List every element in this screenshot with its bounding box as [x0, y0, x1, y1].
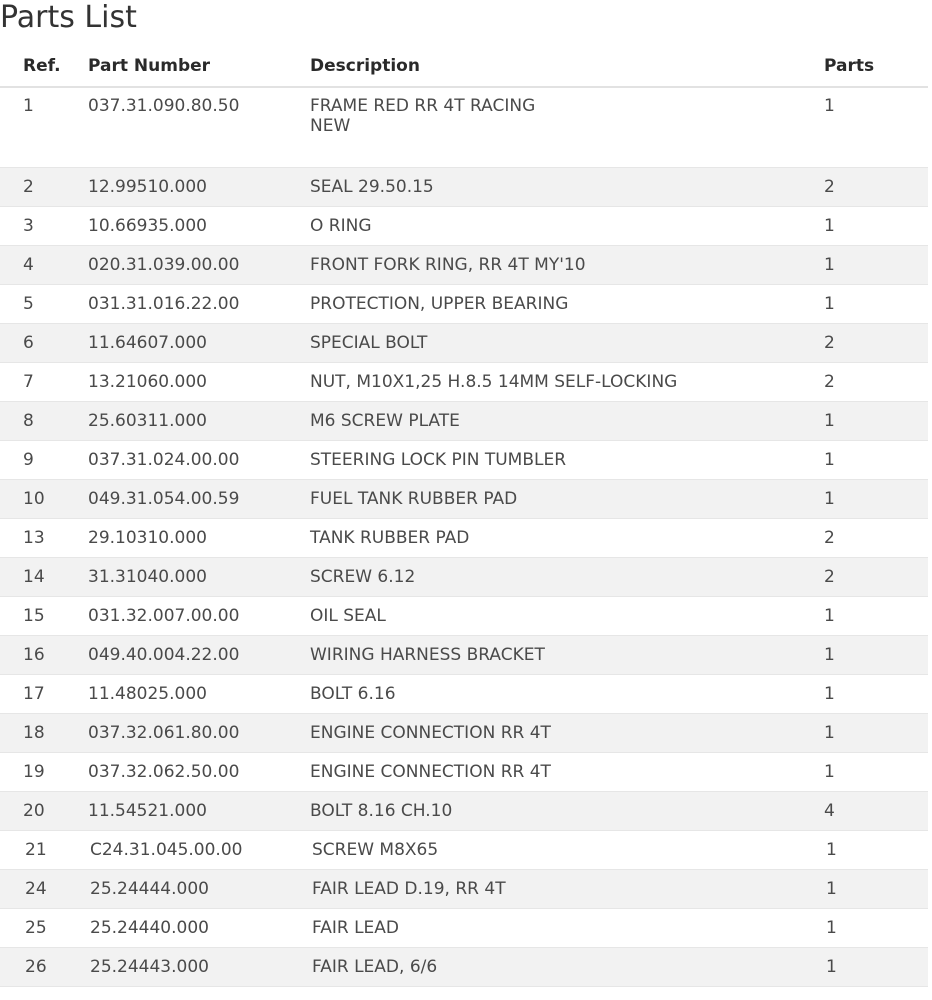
cell-parts: 1: [824, 245, 928, 284]
cell-parts: 4: [824, 791, 928, 830]
cell-description: OIL SEAL: [310, 596, 824, 635]
cell-description: FAIR LEAD, 6/6: [310, 947, 824, 986]
table-row[interactable]: [0, 440, 928, 479]
table-row[interactable]: [0, 206, 928, 245]
parts-table: [0, 46, 928, 987]
cell-part-number: 037.31.090.80.50: [88, 87, 310, 167]
cell-parts: 1: [824, 596, 928, 635]
cell-part-number: 11.54521.000: [88, 791, 310, 830]
cell-description: FAIR LEAD: [310, 908, 824, 947]
table-row[interactable]: [0, 479, 928, 518]
table-row[interactable]: [0, 830, 928, 869]
cell-part-number: 12.99510.000: [88, 167, 310, 206]
cell-ref: 21: [0, 830, 88, 869]
cell-ref: 18: [0, 713, 88, 752]
cell-ref: 6: [0, 323, 88, 362]
cell-ref: 3: [0, 206, 88, 245]
cell-ref: 15: [0, 596, 88, 635]
cell-ref: 8: [0, 401, 88, 440]
column-header-ref: Ref.: [0, 46, 88, 87]
cell-parts: 1: [824, 206, 928, 245]
table-row[interactable]: [0, 596, 928, 635]
cell-description: BOLT 8.16 CH.10: [310, 791, 824, 830]
cell-parts: 1: [824, 869, 928, 908]
cell-ref: 2: [0, 167, 88, 206]
cell-description-line1: FRAME RED RR 4T RACING: [310, 96, 536, 116]
table-row[interactable]: [0, 947, 928, 986]
cell-description: STEERING LOCK PIN TUMBLER: [310, 440, 824, 479]
cell-part-number: 11.64607.000: [88, 323, 310, 362]
page-title: Parts List: [0, 0, 137, 35]
cell-part-number: 031.32.007.00.00: [88, 596, 310, 635]
cell-description: ENGINE CONNECTION RR 4T: [310, 713, 824, 752]
table-row[interactable]: [0, 908, 928, 947]
cell-part-number: 25.24443.000: [88, 947, 310, 986]
table-row[interactable]: [0, 401, 928, 440]
header-row: [0, 46, 928, 87]
cell-description: SEAL 29.50.15: [310, 167, 824, 206]
cell-parts: 1: [824, 479, 928, 518]
parts-table-header: [0, 46, 928, 87]
cell-description: M6 SCREW PLATE: [310, 401, 824, 440]
cell-description: [310, 87, 824, 167]
cell-parts: 1: [824, 830, 928, 869]
cell-description: O RING: [310, 206, 824, 245]
cell-parts: 2: [824, 518, 928, 557]
cell-part-number: 037.32.062.50.00: [88, 752, 310, 791]
cell-parts: 1: [824, 87, 928, 167]
cell-parts: 1: [824, 713, 928, 752]
cell-description: ENGINE CONNECTION RR 4T: [310, 752, 824, 791]
cell-ref: 19: [0, 752, 88, 791]
cell-part-number: 13.21060.000: [88, 362, 310, 401]
cell-part-number: 10.66935.000: [88, 206, 310, 245]
cell-part-number: C24.31.045.00.00: [88, 830, 310, 869]
table-row[interactable]: [0, 518, 928, 557]
cell-parts: 1: [824, 947, 928, 986]
cell-part-number: 25.24440.000: [88, 908, 310, 947]
cell-description: WIRING HARNESS BRACKET: [310, 635, 824, 674]
cell-parts: 1: [824, 908, 928, 947]
cell-description: FAIR LEAD D.19, RR 4T: [310, 869, 824, 908]
table-row[interactable]: [0, 869, 928, 908]
cell-part-number: 020.31.039.00.00: [88, 245, 310, 284]
cell-ref: 9: [0, 440, 88, 479]
cell-description: PROTECTION, UPPER BEARING: [310, 284, 824, 323]
table-row[interactable]: [0, 791, 928, 830]
cell-ref: 16: [0, 635, 88, 674]
cell-description-line2: NEW: [310, 116, 351, 136]
cell-part-number: 031.31.016.22.00: [88, 284, 310, 323]
cell-description: SPECIAL BOLT: [310, 323, 824, 362]
column-header-part-number: Part Number: [88, 46, 310, 87]
table-row[interactable]: [0, 167, 928, 206]
cell-ref: 17: [0, 674, 88, 713]
cell-parts: 1: [824, 635, 928, 674]
column-header-parts: Parts: [824, 46, 928, 87]
cell-description: SCREW M8X65: [310, 830, 824, 869]
cell-description: FUEL TANK RUBBER PAD: [310, 479, 824, 518]
cell-part-number: 049.40.004.22.00: [88, 635, 310, 674]
parts-table-body: [0, 87, 928, 986]
cell-ref: 26: [0, 947, 88, 986]
cell-parts: 1: [824, 401, 928, 440]
cell-part-number: 037.32.061.80.00: [88, 713, 310, 752]
cell-parts: 1: [824, 440, 928, 479]
cell-part-number: 25.60311.000: [88, 401, 310, 440]
cell-ref: 1: [0, 87, 88, 167]
table-row[interactable]: [0, 713, 928, 752]
table-row[interactable]: [0, 362, 928, 401]
table-row[interactable]: [0, 674, 928, 713]
cell-part-number: 29.10310.000: [88, 518, 310, 557]
cell-parts: 2: [824, 167, 928, 206]
cell-parts: 2: [824, 323, 928, 362]
cell-ref: 20: [0, 791, 88, 830]
cell-parts: 1: [824, 284, 928, 323]
cell-ref: 13: [0, 518, 88, 557]
cell-ref: 24: [0, 869, 88, 908]
table-row[interactable]: [0, 323, 928, 362]
cell-part-number: 049.31.054.00.59: [88, 479, 310, 518]
cell-part-number: 31.31040.000: [88, 557, 310, 596]
cell-description: SCREW 6.12: [310, 557, 824, 596]
cell-parts: 2: [824, 557, 928, 596]
column-header-description: Description: [310, 46, 824, 87]
table-row[interactable]: [0, 245, 928, 284]
cell-part-number: 25.24444.000: [88, 869, 310, 908]
cell-ref: 25: [0, 908, 88, 947]
cell-part-number: 037.31.024.00.00: [88, 440, 310, 479]
cell-ref: 7: [0, 362, 88, 401]
table-row[interactable]: [0, 752, 928, 791]
cell-description: FRONT FORK RING, RR 4T MY'10: [310, 245, 824, 284]
cell-description: NUT, M10X1,25 H.8.5 14MM SELF-LOCKING: [310, 362, 824, 401]
cell-parts: 1: [824, 752, 928, 791]
cell-ref: 4: [0, 245, 88, 284]
cell-ref: 14: [0, 557, 88, 596]
cell-part-number: 11.48025.000: [88, 674, 310, 713]
cell-parts: 2: [824, 362, 928, 401]
cell-parts: 1: [824, 674, 928, 713]
cell-description: BOLT 6.16: [310, 674, 824, 713]
cell-ref: 10: [0, 479, 88, 518]
cell-description: TANK RUBBER PAD: [310, 518, 824, 557]
cell-ref: 5: [0, 284, 88, 323]
table-row[interactable]: [0, 87, 928, 167]
table-row[interactable]: [0, 635, 928, 674]
table-row[interactable]: [0, 557, 928, 596]
table-row[interactable]: [0, 284, 928, 323]
